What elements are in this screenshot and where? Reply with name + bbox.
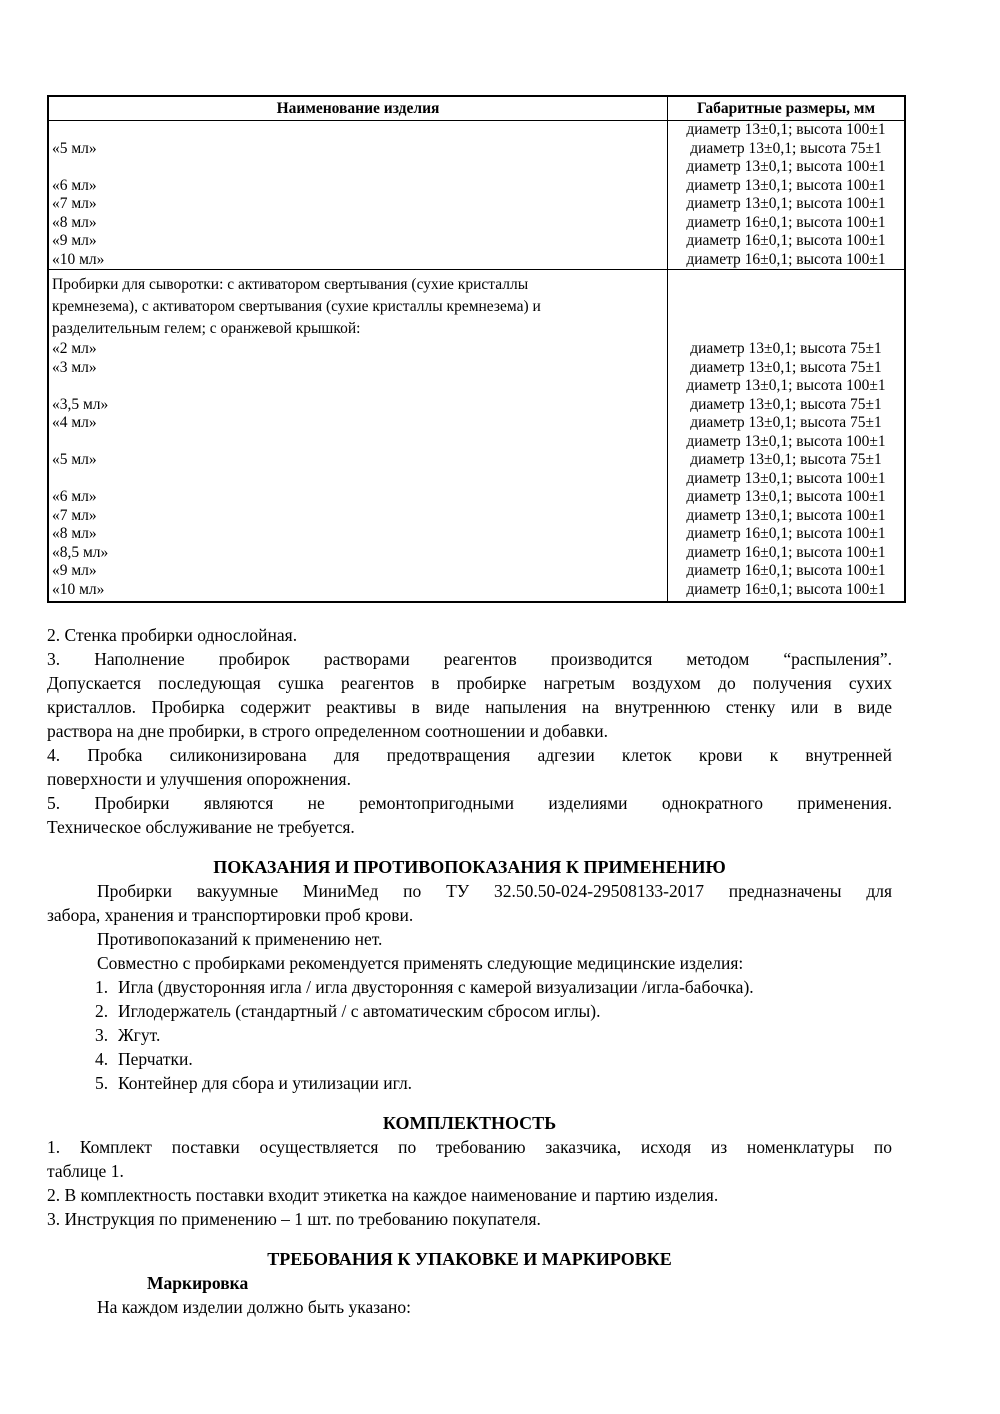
product-dimensions: диаметр 16±0,1; высота 100±1 — [686, 250, 886, 268]
list-item-number: 1. — [95, 977, 109, 997]
text-line: 3. Инструкция по применению – 1 шт. по требованию покупателя. — [47, 1209, 541, 1229]
description-line: кремнезема), с активатором свертывания (сухие кристаллы кремнезема) и — [52, 298, 541, 315]
product-dimensions: диаметр 13±0,1; высота 100±1 — [686, 432, 886, 450]
completeness-item-label — [47, 1183, 892, 1207]
product-volume: «3 мл» — [52, 358, 97, 376]
product-volume — [49, 158, 667, 177]
heading-packaging-marking: ТРЕБОВАНИЯ К УПАКОВКЕ И МАРКИРОВКЕ — [267, 1249, 672, 1269]
product-dimensions: диаметр 13±0,1; высота 100±1 — [686, 488, 886, 505]
list-item — [95, 975, 892, 999]
document-body-text — [47, 623, 892, 1319]
product-dimensions: диаметр 16±0,1; высота 100±1 — [686, 232, 886, 249]
product-dimensions: диаметр 13±0,1; высота 75±1 — [690, 139, 882, 157]
product-volume: «5 мл» — [52, 139, 97, 157]
text-line: Техническое обслуживание не требуется. — [47, 817, 355, 837]
product-dimensions: диаметр 13±0,1; высота 100±1 — [686, 377, 886, 394]
text-line: 4. Пробка силиконизирована для предотвращения адгезии клеток крови к внутренней — [47, 745, 892, 765]
text-line: Совместно с пробирками рекомендуется применять следующие медицинские изделия: — [97, 953, 744, 973]
product-dimensions: диаметр 16±0,1; высота 100±1 — [686, 213, 886, 231]
document-content — [47, 95, 906, 1319]
product-volume: «6 мл» — [52, 488, 97, 505]
list-item-number: 2. — [95, 1001, 109, 1021]
list-item — [95, 1023, 892, 1047]
product-volume — [49, 377, 667, 396]
table-section-serum-tubes — [49, 269, 904, 601]
product-volume — [49, 470, 667, 489]
list-item — [95, 999, 892, 1023]
product-dimensions: диаметр 13±0,1; высота 100±1 — [686, 506, 886, 524]
paragraph-filling-method — [47, 647, 892, 743]
completeness-item-delivery — [47, 1135, 892, 1183]
paragraph-tube-wall — [47, 623, 892, 647]
product-dimensions: диаметр 13±0,1; высота 75±1 — [690, 340, 882, 357]
list-item-number: 4. — [95, 1049, 109, 1069]
heading-indications: ПОКАЗАНИЯ И ПРОТИВОПОКАЗАНИЯ К ПРИМЕНЕНИЮ — [213, 857, 726, 877]
table-section-plain-tubes — [49, 121, 904, 269]
text-line: 1. Комплект поставки осуществляется по требованию заказчика, исходя из номенклатуры по — [47, 1137, 892, 1157]
product-dimensions: диаметр 16±0,1; высота 100±1 — [686, 543, 886, 561]
product-volume: «3,5 мл» — [52, 395, 109, 413]
product-volume: «9 мл» — [52, 232, 97, 249]
plain-tubes-dimensions-column — [668, 121, 904, 269]
list-item-text: Жгут. — [118, 1025, 161, 1045]
plain-tubes-volume-column — [49, 121, 668, 269]
product-dimensions: диаметр 13±0,1; высота 100±1 — [686, 158, 886, 175]
product-dimensions: диаметр 13±0,1; высота 75±1 — [690, 414, 882, 431]
text-line: кристаллов. Пробирка содержит реактивы в виде напыления на внутреннюю стенку или в виде — [47, 697, 892, 717]
serum-tubes-dimension-lines — [668, 340, 904, 599]
product-volume: «10 мл» — [52, 250, 105, 268]
product-volume: «10 мл» — [52, 580, 105, 598]
heading-completeness: КОМПЛЕКТНОСТЬ — [382, 1113, 557, 1133]
table-header-dimensions: Габаритные размеры, мм — [696, 100, 876, 117]
list-item-number: 5. — [95, 1073, 109, 1093]
text-line: 2. Стенка пробирки однослойная. — [47, 625, 298, 645]
product-dimensions: диаметр 13±0,1; высота 100±1 — [686, 195, 886, 212]
product-dimensions: диаметр 13±0,1; высота 100±1 — [686, 121, 886, 138]
paragraph-recommended-devices — [47, 951, 892, 975]
subheading-marking: Маркировка — [147, 1273, 249, 1293]
product-volume: «9 мл» — [52, 562, 97, 579]
product-volume: «4 мл» — [52, 414, 97, 431]
text-line: На каждом изделии должно быть указано: — [97, 1297, 411, 1317]
list-item-text: Игла (двусторонняя игла / игла двусторонняя с камерой визуализации /игла-бабочка). — [118, 977, 754, 997]
list-item — [95, 1071, 892, 1095]
product-volume: «8 мл» — [52, 213, 97, 231]
product-volume: «8,5 мл» — [52, 543, 109, 561]
table-header-product-name: Наименование изделия — [49, 97, 668, 120]
text-line: 2. В комплектность поставки входит этикетка на каждое наименование и партию изделия. — [47, 1185, 719, 1205]
list-item-text: Иглодержатель (стандартный / с автоматическим сбросом иглы). — [118, 1001, 601, 1021]
serum-tubes-dimensions-column — [668, 270, 904, 601]
list-item-number: 3. — [95, 1025, 109, 1045]
list-item-text: Перчатки. — [118, 1049, 193, 1069]
text-line: Пробирки вакуумные МиниМед по ТУ 32.50.50-024-29508133-2017 предназначены для — [97, 881, 892, 901]
product-dimensions: диаметр 16±0,1; высота 100±1 — [686, 580, 886, 598]
paragraph-purpose — [47, 879, 892, 927]
product-volume: «7 мл» — [52, 195, 97, 212]
recommended-devices-list — [95, 975, 892, 1095]
paragraph-no-contraindications — [47, 927, 892, 951]
paragraph-marking-intro — [47, 1295, 892, 1319]
paragraph-silicone-stopper — [47, 743, 892, 791]
list-item — [95, 1047, 892, 1071]
product-volume — [49, 121, 667, 140]
dimensions-spacer — [668, 274, 904, 340]
product-volume: «2 мл» — [52, 340, 97, 357]
product-dimensions: диаметр 13±0,1; высота 75±1 — [690, 358, 882, 376]
text-line: раствора на дне пробирки, в строго определенном соотношении и добавки. — [47, 721, 609, 741]
product-volume: «8 мл» — [52, 525, 97, 542]
product-volume: «6 мл» — [52, 176, 97, 194]
table-header-row — [49, 97, 904, 121]
product-volume: «5 мл» — [52, 451, 97, 468]
product-dimensions: диаметр 13±0,1; высота 100±1 — [686, 469, 886, 487]
description-line: разделительным гелем; с оранжевой крышкой: — [52, 320, 361, 337]
paragraph-single-use — [47, 791, 892, 839]
list-item-text: Контейнер для сбора и утилизации игл. — [118, 1073, 413, 1093]
serum-tubes-description — [49, 274, 667, 340]
serum-tubes-volume-column — [49, 270, 668, 601]
text-line: Допускается последующая сушка реагентов в пробирке нагретым воздухом до получения сухих — [47, 673, 892, 693]
completeness-item-instruction — [47, 1207, 892, 1231]
product-volume — [49, 433, 667, 452]
product-dimensions: диаметр 13±0,1; высота 75±1 — [690, 451, 882, 468]
product-dimensions: диаметр 13±0,1; высота 100±1 — [686, 176, 886, 194]
text-line: 5. Пробирки являются не ремонтопригодными изделиями однократного применения. — [47, 793, 892, 813]
product-dimensions: диаметр 16±0,1; высота 100±1 — [686, 562, 886, 579]
product-volume: «7 мл» — [52, 506, 97, 524]
text-line: таблице 1. — [47, 1161, 124, 1181]
text-line: поверхности и улучшения опорожнения. — [47, 769, 351, 789]
product-dimensions: диаметр 16±0,1; высота 100±1 — [686, 525, 886, 542]
products-table — [47, 95, 906, 603]
serum-tubes-volume-lines — [49, 340, 667, 599]
product-dimensions: диаметр 13±0,1; высота 75±1 — [690, 395, 882, 413]
text-line: забора, хранения и транспортировки проб крови. — [47, 905, 414, 925]
description-line: Пробирки для сыворотки: с активатором свертывания (сухие кристаллы — [52, 276, 529, 293]
text-line: 3. Наполнение пробирок растворами реагентов производится методом “распыления”. — [47, 649, 892, 669]
text-line: Противопоказаний к применению нет. — [97, 929, 383, 949]
